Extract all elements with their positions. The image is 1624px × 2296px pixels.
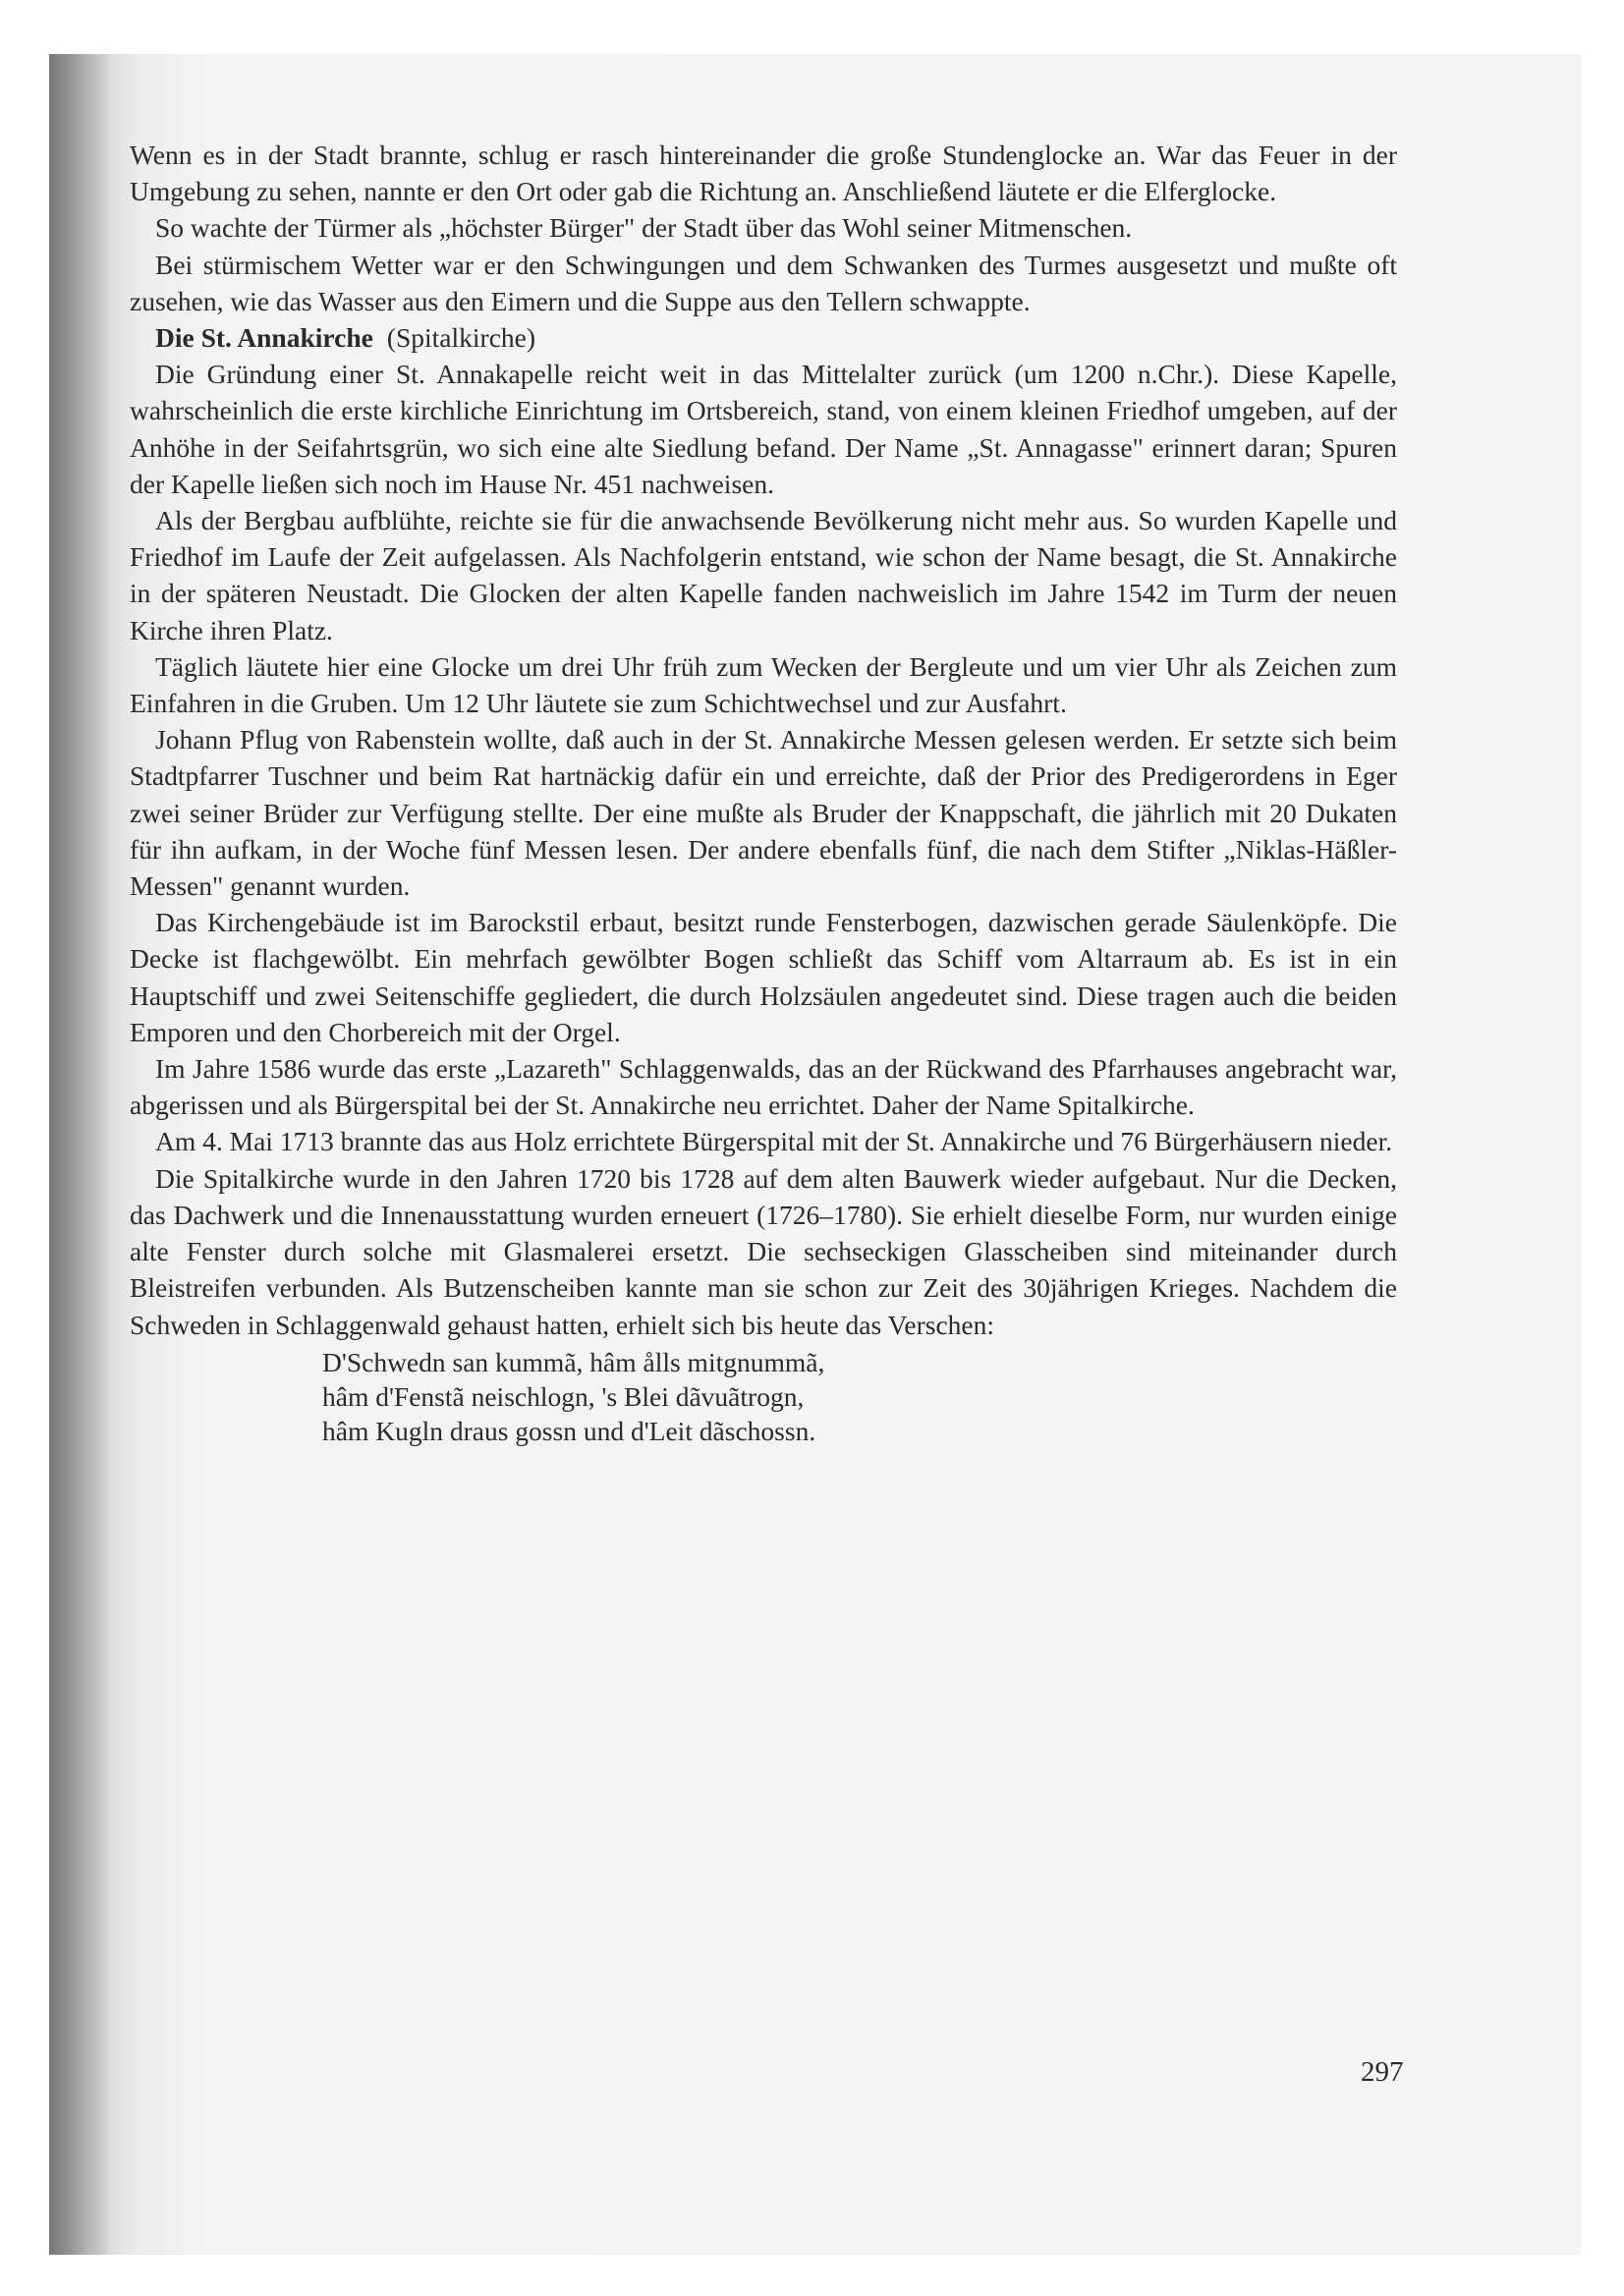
- section-paragraph-3: Täglich läutete hier eine Glocke um drei Uhr früh zum Wecken der Bergleute und um vier Uhr als Zeichen zum Einfahren in die Gruben. Um 12 Uhr läutete sie zum Schichtwechsel und zur Ausfahrt.: [130, 650, 1397, 719]
- section-paragraph-4: Johann Pflug von Rabenstein wollte, daß auch in der St. Annakirche Messen gelesen werden. Er setzte sich beim Stadtpfarrer Tuschner und beim Rat hartnäckig dafür ein und erreichte, daß der Prior des Predigerordens in Eger zwei seiner Brüder zur Verfügung stellte. Der eine mußte als Bruder der Knappschaft, die jährlich mit 20 Dukaten für ihn aufkam, in der Woche fünf Messen lesen. Der andere ebenfalls fünf, die nach dem Stifter „Niklas-Häßler-Messen" genannt wurden.: [130, 724, 1397, 902]
- verse-line: hâm Kugln draus gossn und d'Leit dãschossn.: [322, 1415, 816, 1446]
- section-paragraph-5: Das Kirchengebäude ist im Barockstil erbaut, besitzt runde Fensterbogen, dazwischen gerade Säulenköpfe. Die Decke ist flachgewölbt. Ein mehrfach gewölbter Bogen schließt das Schiff vom Altarraum ab. Es ist in ein Hauptschiff und zwei Seitenschiffe gegliedert, die durch Holzsäulen angedeutet sind. Diese tragen auch die beiden Emporen und den Chorbereich mit der Orgel.: [130, 907, 1397, 1047]
- body-text: [130, 137, 1397, 1448]
- scanned-page: [49, 54, 1582, 2255]
- dialect-verse: [322, 1345, 1397, 1448]
- section-paragraph-1: Die Gründung einer St. Annakapelle reicht weit in das Mittelalter zurück (um 1200 n.Chr.). Diese Kapelle, wahrscheinlich die erste kirchliche Einrichtung im Ortsbereich, stand, von einem kleinen Friedhof umgeben, auf der Anhöhe in der Seifahrtsgrün, wo sich eine alte Siedlung befand. Der Name „St. Annagasse" erinnert daran; Spuren der Kapelle ließen sich noch im Hause Nr. 451 nachweisen.: [130, 359, 1397, 499]
- section-paragraph-7: Am 4. Mai 1713 brannte das aus Holz errichtete Bürgerspital mit der St. Annakirche und 76 Bürgerhäusern nieder.: [155, 1126, 1393, 1157]
- section-paragraph-6: Im Jahre 1586 wurde das erste „Lazareth" Schlaggenwalds, das an der Rückwand des Pfarrhauses angebracht war, abgerissen und als Bürgerspital bei der St. Annakirche neu errichtet. Daher der Name Spitalkirche.: [130, 1053, 1397, 1121]
- section-paragraph-2: Als der Bergbau aufblühte, reichte sie für die anwachsende Bevölkerung nicht mehr aus. So wurden Kapelle und Friedhof im Laufe der Zeit aufgelassen. Als Nachfolgerin entstand, wie schon der Name besagt, die St. Annakirche in der späteren Neustadt. Die Glocken der alten Kapelle fanden nachweislich im Jahre 1542 im Turm der neuen Kirche ihren Platz.: [130, 505, 1397, 645]
- intro-paragraph-2: So wachte der Türmer als „höchster Bürger" der Stadt über das Wohl seiner Mitmenschen.: [155, 212, 1133, 244]
- section-paragraph-8: Die Spitalkirche wurde in den Jahren 1720 bis 1728 auf dem alten Bauwerk wieder aufgebaut. Nur die Decken, das Dachwerk und die Innenausstattung wurden erneuert (1726–1780). Sie erhielt dieselbe Form, nur wurden einige alte Fenster durch solche mit Glasmalerei ersetzt. Die sechseckigen Glasscheiben sind miteinander durch Bleistreifen verbunden. Als Butzenscheiben kannte man sie schon zur Zeit des 30jährigen Krieges. Nachdem die Schweden in Schlaggenwald gehaust hatten, erhielt sich bis heute das Verschen:: [130, 1162, 1397, 1340]
- binding-shadow: [49, 54, 108, 2255]
- page-number: 297: [1361, 2056, 1404, 2088]
- intro-paragraph-3: Bei stürmischem Wetter war er den Schwingungen und dem Schwanken des Turmes ausgesetzt und mußte oft zusehen, wie das Wasser aus den Eimern und die Suppe aus den Tellern schwappte.: [130, 249, 1397, 316]
- section-subtitle: (Spitalkirche): [386, 322, 536, 354]
- intro-paragraph-1: Wenn es in der Stadt brannte, schlug er rasch hintereinander die große Stundenglocke an. War das Feuer in der Umgebung zu sehen, nannte er den Ort oder gab die Richtung an. Anschließend läutete er die Elferglocke.: [130, 140, 1397, 207]
- verse-line: hâm d'Fenstã neischlogn, 's Blei dãvuãtrogn,: [322, 1380, 805, 1412]
- section-title: Die St. Annakirche: [155, 322, 373, 354]
- verse-line: D'Schwedn san kummã, hâm ålls mitgnummã,: [322, 1346, 825, 1377]
- section-heading: [130, 319, 1397, 356]
